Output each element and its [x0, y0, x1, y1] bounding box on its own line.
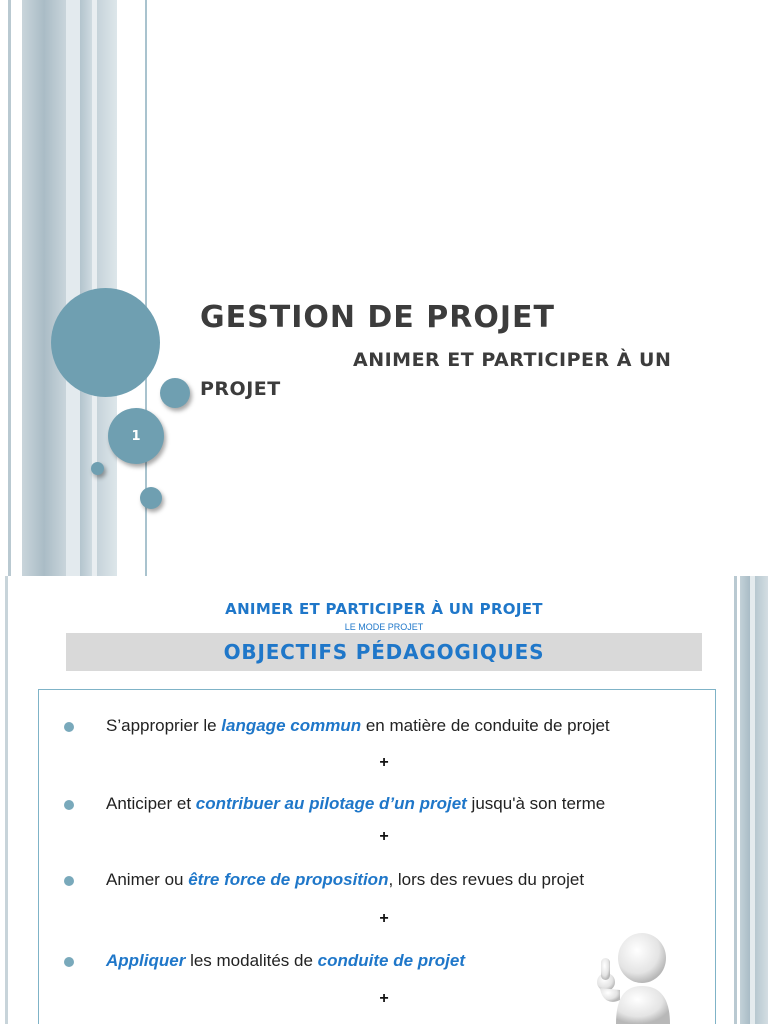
objective-text	[106, 951, 465, 970]
decor-stripe	[740, 576, 750, 1024]
decor-circle-tiny	[91, 462, 104, 475]
plus-separator: +	[379, 910, 389, 927]
plus-separator: +	[379, 990, 389, 1007]
bullet-dot-icon	[64, 876, 74, 886]
text-part: jusqu'à son terme	[466, 794, 606, 813]
slide-subheader: LE MODE PROJET	[344, 622, 424, 632]
slide-header: ANIMER ET PARTICIPER À UN PROJET	[225, 600, 543, 618]
text-part: Animer ou	[106, 870, 189, 889]
decor-circle-small	[140, 487, 162, 509]
text-part: Anticiper et	[106, 794, 196, 813]
objectives-slide	[0, 576, 768, 1024]
highlight-text: conduite de projet	[317, 951, 465, 970]
text-part: S’approprier le	[106, 716, 222, 735]
slide-subtitle: ANIMER ET PARTICIPER À UN PROJET	[200, 349, 672, 400]
decor-stripe	[66, 0, 80, 576]
text-part: les modalités de	[185, 951, 318, 970]
objective-item	[86, 870, 584, 890]
decor-stripe	[22, 0, 66, 576]
objective-text	[106, 716, 610, 735]
highlight-text: Appliquer	[106, 951, 186, 970]
highlight-text: être force de proposition	[188, 870, 389, 889]
decor-stripe	[734, 576, 737, 1024]
objective-item	[86, 716, 610, 736]
objective-item	[86, 951, 465, 971]
plus-separator: +	[379, 828, 389, 845]
decor-stripe	[5, 576, 8, 1024]
text-part: , lors des revues du projet	[388, 870, 585, 889]
objective-text	[106, 870, 584, 889]
slide-number-badge: 1	[108, 408, 164, 464]
thumbs-up-person-icon	[590, 930, 680, 1024]
decor-circle-large	[51, 288, 160, 397]
bullet-dot-icon	[64, 957, 74, 967]
objectives-title-bar	[66, 633, 702, 671]
objective-text	[106, 794, 605, 813]
highlight-text: contribuer au pilotage d’un projet	[195, 794, 467, 813]
slide-title: GESTION DE PROJET	[200, 300, 555, 335]
bullet-dot-icon	[64, 722, 74, 732]
highlight-text: langage commun	[221, 716, 362, 735]
decor-stripe	[8, 0, 11, 576]
decor-stripe	[80, 0, 92, 576]
decor-circle-small	[160, 378, 190, 408]
bullet-dot-icon	[64, 800, 74, 810]
objective-item	[86, 794, 605, 814]
decor-stripe	[755, 576, 768, 1024]
text-part: en matière de conduite de projet	[361, 716, 610, 735]
objectives-title: OBJECTIFS PÉDAGOGIQUES	[223, 640, 545, 664]
plus-separator: +	[379, 754, 389, 771]
